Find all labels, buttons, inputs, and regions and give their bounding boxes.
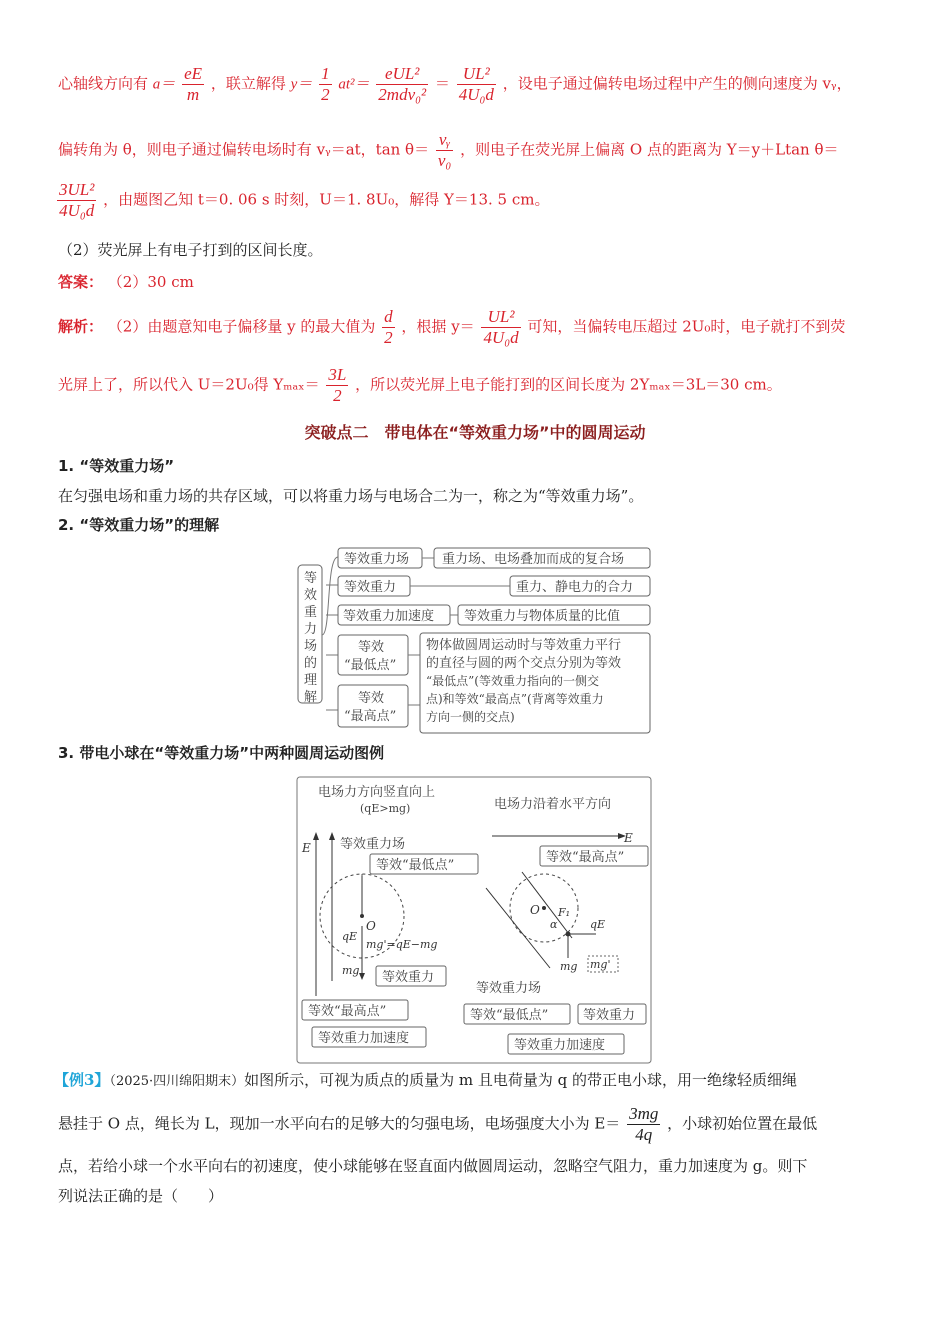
root-chars	[304, 571, 317, 705]
frac-den: 2	[321, 85, 330, 104]
text-segment: 可知，当偏转电压超过 2U₀时，电子就打不到荧	[527, 317, 846, 336]
frac-num: UL²	[481, 307, 520, 328]
value-45-line: 的直径与圆的两个交点分别为等效	[426, 656, 622, 671]
label-mgp: mg'	[590, 958, 611, 971]
frac-den: 2	[333, 386, 342, 405]
frac-den: m	[186, 85, 200, 104]
label-mg-right: mg	[560, 960, 578, 973]
frac-num: UL²	[457, 64, 496, 85]
frac-num: 1	[321, 64, 330, 83]
lowest-left-label: 等效“最低点”	[376, 858, 455, 873]
key-2: 等效重力	[344, 580, 397, 595]
example-text: ，小球初始位置在最低	[667, 1114, 818, 1133]
fraction-big	[376, 64, 428, 105]
example-line-3: 点，若给小球一个水平向右的初速度，使小球能够在竖直面内做圆周运动，忽略空气阻力，重力加速度为 g。则下	[58, 1157, 808, 1175]
key-5b: “最高点”	[344, 709, 397, 724]
accel-right-label: 等效重力加速度	[514, 1038, 606, 1053]
frac-num: eE	[184, 64, 203, 83]
fraction-3l2	[326, 365, 348, 406]
frac-den: v₀	[437, 151, 452, 170]
value-3: 等效重力与物体质量的比值	[464, 609, 621, 624]
analysis-line-2	[58, 365, 890, 406]
fraction-3mg-4q	[627, 1104, 660, 1145]
left-title: 电场力方向竖直向上	[318, 785, 436, 800]
solution-line-3	[55, 180, 890, 221]
math-at2: at²＝	[338, 76, 370, 93]
subsection-2-title: 2. “等效重力场”的理解	[58, 516, 220, 534]
answer-label: 答案：	[58, 273, 104, 291]
frac-den: 4U₀d	[59, 201, 95, 220]
frac-den: 4U₀d	[483, 328, 519, 347]
frac-num: d	[384, 307, 393, 326]
label-F1: F₁	[558, 906, 571, 919]
fraction-ul2	[481, 307, 520, 348]
frac-num: eUL²	[376, 64, 428, 85]
subsection-1-text: 在匀强电场和重力场的共存区域，可以将重力场与电场合二为一，称之为“等效重力场”。	[58, 487, 644, 505]
text-segment: 光屏上了，所以代入 U＝2U₀得 Yₘₐₓ＝	[58, 375, 320, 394]
fraction-d2	[382, 307, 395, 348]
highest-right-label: 等效“最高点”	[546, 850, 625, 865]
root-char: 的	[304, 656, 318, 671]
fraction-half	[319, 64, 332, 105]
frac-num: 3L	[328, 365, 347, 384]
eq-gravity-right: 等效重力	[583, 1008, 636, 1023]
value-45-line: “最低点”(等效重力指向的一侧交	[426, 674, 599, 688]
text-segment: （2）由题意知电子偏移量 y 的最大值为	[107, 317, 376, 336]
root-char: 效	[304, 588, 318, 603]
field-label-right: 等效重力场	[476, 981, 542, 996]
text-segment: ，设电子通过偏转电场过程中产生的侧向速度为 vᵧ，	[502, 74, 852, 93]
example-line-1	[54, 1070, 890, 1092]
answer-text: （2）30 cm	[107, 273, 194, 291]
field-label-left: 等效重力场	[340, 837, 406, 852]
accel-left-label: 等效重力加速度	[318, 1031, 410, 1046]
key-1: 等效重力场	[344, 552, 410, 567]
label-mg-minus: mg'=qE−mg	[366, 938, 438, 951]
frac-num: 3mg	[629, 1104, 659, 1123]
subsection-3-title: 3. 带电小球在“等效重力场”中两种圆周运动图例	[58, 744, 385, 762]
label-E-right: E	[624, 831, 633, 845]
fraction-v	[436, 130, 453, 171]
root-char: 重	[304, 605, 318, 620]
highest-left-label: 等效“最高点”	[308, 1004, 387, 1019]
analysis-label: 解析：	[58, 317, 104, 336]
eq-gravity-left: 等效重力	[382, 970, 435, 985]
label-O-left: O	[366, 919, 376, 933]
math-a: a＝	[152, 76, 176, 93]
root-connector	[322, 557, 338, 710]
question-2: （2）荧光屏上有电子打到的区间长度。	[58, 241, 323, 259]
text-segment: 心轴线方向有	[58, 74, 149, 93]
label-alpha: α	[550, 918, 558, 931]
frac-den: 4q	[635, 1125, 653, 1144]
left-condition: (qE>mg)	[360, 802, 411, 815]
frac-num: 3UL²	[59, 180, 95, 199]
example-source: （2025·四川绵阳期末）	[109, 1074, 245, 1089]
equals: ＝	[434, 74, 450, 93]
mindmap-diagram	[296, 545, 656, 737]
label-E-left: E	[302, 841, 311, 855]
root-char: 场	[304, 639, 318, 654]
value-2: 重力、静电力的合力	[516, 580, 634, 595]
math-y: y＝	[290, 76, 313, 93]
subsection-1-title: 1. “等效重力场”	[58, 457, 175, 475]
key-3: 等效重力加速度	[343, 609, 435, 624]
label-qE-right: qE	[590, 918, 606, 931]
root-char: 等	[304, 571, 318, 586]
analysis-line-1	[58, 307, 890, 348]
value-1: 重力场、电场叠加而成的复合场	[442, 552, 625, 567]
lowest-right-label: 等效“最低点”	[470, 1008, 549, 1023]
text-segment: ，根据 y＝	[401, 317, 475, 336]
label-O-right: O	[530, 903, 540, 917]
value-45-line: 方向一侧的交点)	[426, 710, 515, 724]
root-char: 解	[304, 690, 318, 705]
right-title: 电场力沿着水平方向	[494, 797, 612, 812]
value-45-line: 点)和等效“最高点”(背离等效重力	[426, 692, 604, 706]
text-segment: 偏转角为 θ，则电子通过偏转电场时有 vᵧ＝at，tan θ＝	[58, 140, 430, 159]
circular-motion-figure	[296, 776, 654, 1066]
section-title: 突破点二 带电体在“等效重力场”中的圆周运动	[304, 423, 646, 442]
answer-line	[58, 272, 890, 292]
example-line-4: 列说法正确的是（ ）	[58, 1187, 224, 1205]
example-text: 如图所示，可视为质点的质量为 m 且电荷量为 q 的带正电小球，用一绝缘轻质细绳	[244, 1071, 798, 1089]
label-mg-left: mg	[342, 964, 360, 977]
fraction-eE-m	[182, 64, 204, 105]
text-segment: ，联立解得	[210, 74, 286, 93]
frac-den: 2	[384, 328, 393, 347]
value-45-line: 物体做圆周运动时与等效重力平行	[426, 638, 622, 653]
example-line-2	[58, 1104, 890, 1145]
frac-den: 2mdv₀²	[378, 85, 427, 104]
label-qE-left: qE	[342, 930, 358, 943]
key-4a: 等效	[358, 640, 385, 655]
solution-line-1	[58, 64, 890, 105]
text-segment: ，所以荧光屏上电子能打到的区间长度为 2Yₘₐₓ＝3L＝30 cm。	[355, 375, 782, 394]
root-char: 理	[304, 673, 318, 688]
center-point-right	[542, 906, 546, 910]
fraction-y	[57, 180, 96, 221]
key-4b: “最低点”	[344, 658, 397, 673]
root-char: 力	[304, 622, 318, 637]
example-tag: 【例3】	[54, 1071, 110, 1089]
text-segment: ，由题图乙知 t＝0. 06 s 时刻，U＝1. 8U₀，解得 Y＝13. 5 cm。	[103, 190, 550, 209]
fraction-u	[457, 64, 496, 105]
text-segment: ，则电子在荧光屏上偏离 O 点的距离为 Y＝y＋Ltan θ＝	[460, 140, 839, 159]
frac-num: vᵧ	[436, 130, 453, 151]
solution-line-2	[58, 130, 890, 171]
key-5a: 等效	[358, 691, 385, 706]
frac-den: 4U₀d	[458, 85, 494, 104]
example-text: 悬挂于 O 点，绳长为 L，现加一水平向右的足够大的匀强电场，电场强度大小为 E＝	[58, 1114, 621, 1133]
